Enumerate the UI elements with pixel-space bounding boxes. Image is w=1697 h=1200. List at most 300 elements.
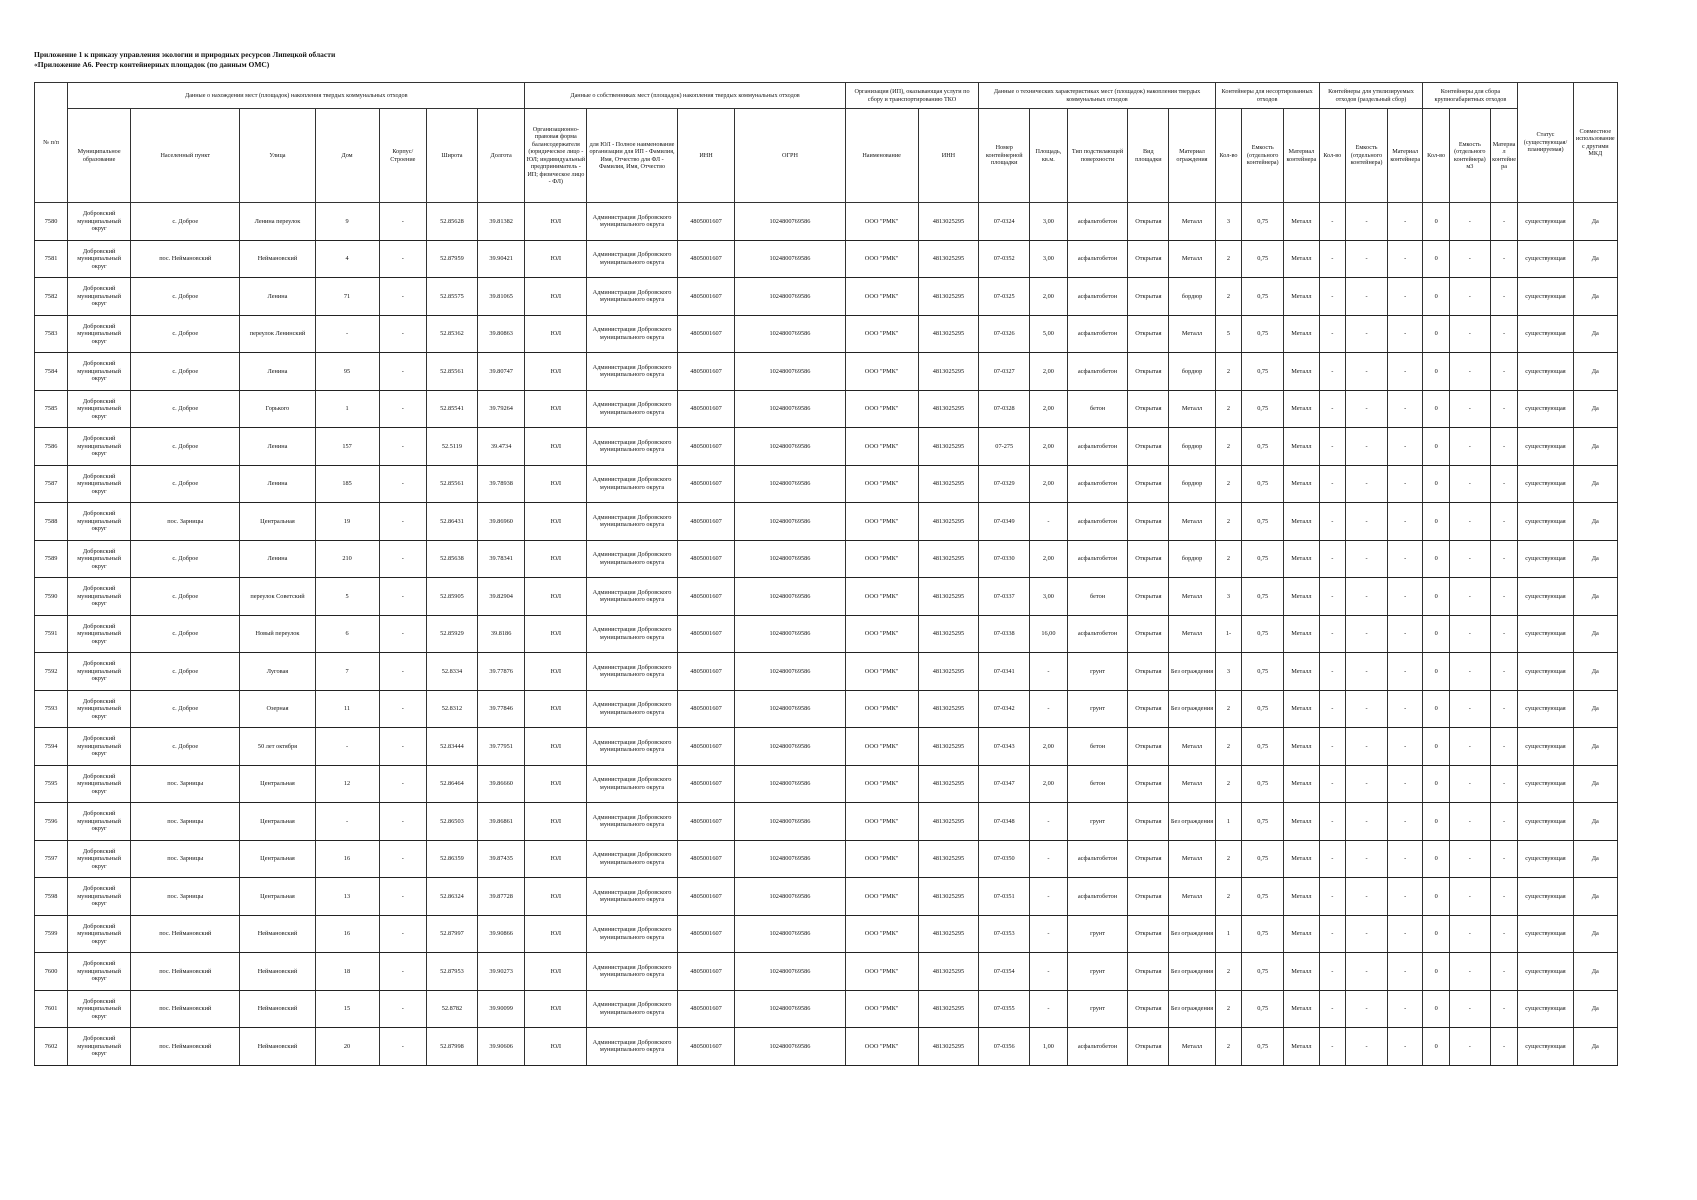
table-cell: Да xyxy=(1573,878,1617,916)
table-cell: с. Доброе xyxy=(131,390,240,428)
table-cell: 4805001607 xyxy=(677,728,734,766)
table-cell: 07-0354 xyxy=(979,953,1030,991)
table-cell: - xyxy=(1030,990,1068,1028)
table-cell: 0 xyxy=(1423,540,1450,578)
table-cell: Металл xyxy=(1284,353,1319,391)
col-header-site-no: Номер контейнерной площадки xyxy=(979,109,1030,203)
table-cell: 4813025295 xyxy=(918,540,979,578)
table-cell: 39.79264 xyxy=(477,390,525,428)
table-cell: 1024800769586 xyxy=(735,615,845,653)
table-cell: 7593 xyxy=(35,690,68,728)
table-cell: 0,75 xyxy=(1242,240,1284,278)
table-cell: - xyxy=(1490,428,1518,466)
table-cell: - xyxy=(1346,428,1388,466)
table-cell: Металл xyxy=(1284,1028,1319,1066)
table-cell: с. Доброе xyxy=(131,615,240,653)
table-cell: - xyxy=(1319,953,1346,991)
table-cell: пос. Зарницы xyxy=(131,803,240,841)
table-cell: Открытая xyxy=(1128,803,1169,841)
table-cell: Добровский муниципальный округ xyxy=(68,203,131,241)
table-cell: 4805001607 xyxy=(677,953,734,991)
table-cell: - xyxy=(379,503,426,541)
table-cell: Металл xyxy=(1284,203,1319,241)
table-cell: Открытая xyxy=(1128,1028,1169,1066)
table-cell: ООО "РМК" xyxy=(845,728,918,766)
table-cell: 07-0352 xyxy=(979,240,1030,278)
table-cell: Добровский муниципальный округ xyxy=(68,840,131,878)
table-cell: ЮЛ xyxy=(525,615,587,653)
table-cell: 52.87997 xyxy=(427,915,478,953)
table-cell: 4813025295 xyxy=(918,353,979,391)
table-cell: Открытая xyxy=(1128,278,1169,316)
table-cell: 4805001607 xyxy=(677,765,734,803)
table-row xyxy=(35,278,1618,316)
table-cell: Металл xyxy=(1284,540,1319,578)
table-cell: асфальтобетон xyxy=(1067,278,1128,316)
table-cell: 0,75 xyxy=(1242,653,1284,691)
table-cell: 4813025295 xyxy=(918,765,979,803)
table-cell: 52.5119 xyxy=(427,428,478,466)
table-cell: - xyxy=(1346,878,1388,916)
table-cell: 1024800769586 xyxy=(735,953,845,991)
table-cell: Администрация Добровского муниципального округа xyxy=(587,803,678,841)
table-cell: - xyxy=(379,765,426,803)
table-cell: 4805001607 xyxy=(677,690,734,728)
table-cell: 0,75 xyxy=(1242,803,1284,841)
table-cell: Металл xyxy=(1284,803,1319,841)
table-cell: асфальтобетон xyxy=(1067,1028,1128,1066)
table-cell: - xyxy=(1449,240,1490,278)
table-cell: 7581 xyxy=(35,240,68,278)
table-cell: 4805001607 xyxy=(677,540,734,578)
table-cell: 39.80747 xyxy=(477,353,525,391)
col-header-sort-vol: Емкость (отдельного контейнера) xyxy=(1242,109,1284,203)
table-cell: ЮЛ xyxy=(525,803,587,841)
table-cell: - xyxy=(1346,690,1388,728)
table-cell: 157 xyxy=(315,428,379,466)
table-cell: 7599 xyxy=(35,915,68,953)
table-cell: 07-0328 xyxy=(979,390,1030,428)
table-cell: 4805001607 xyxy=(677,203,734,241)
table-cell: Администрация Добровского муниципального округа xyxy=(587,653,678,691)
table-cell: 5,00 xyxy=(1030,315,1068,353)
table-cell: 2 xyxy=(1215,465,1242,503)
table-cell: 3,00 xyxy=(1030,578,1068,616)
table-cell: 4813025295 xyxy=(918,878,979,916)
table-row xyxy=(35,578,1618,616)
table-head xyxy=(35,83,1618,203)
table-cell: ЮЛ xyxy=(525,765,587,803)
table-cell: Металл xyxy=(1284,840,1319,878)
table-cell: Без ограждения xyxy=(1169,915,1215,953)
table-cell: Администрация Добровского муниципального округа xyxy=(587,315,678,353)
table-row xyxy=(35,240,1618,278)
table-cell: - xyxy=(1388,840,1423,878)
table-cell: Металл xyxy=(1284,465,1319,503)
table-cell: бетон xyxy=(1067,390,1128,428)
table-cell: - xyxy=(379,653,426,691)
table-cell: существующая xyxy=(1518,878,1573,916)
col-header-locality: Населенный пункт xyxy=(131,109,240,203)
table-cell: существующая xyxy=(1518,953,1573,991)
table-cell: асфальтобетон xyxy=(1067,428,1128,466)
table-cell: 7586 xyxy=(35,428,68,466)
table-cell: - xyxy=(1319,240,1346,278)
table-cell: 52.87953 xyxy=(427,953,478,991)
table-cell: Металл xyxy=(1284,728,1319,766)
table-cell: Металл xyxy=(1169,728,1215,766)
table-cell: Да xyxy=(1573,653,1617,691)
table-cell: Администрация Добровского муниципального округа xyxy=(587,690,678,728)
table-cell: Металл xyxy=(1169,503,1215,541)
table-cell: 39.8186 xyxy=(477,615,525,653)
table-cell: Металл xyxy=(1284,278,1319,316)
table-cell: 07-0348 xyxy=(979,803,1030,841)
table-cell: 0,75 xyxy=(1242,540,1284,578)
table-cell: Металл xyxy=(1284,390,1319,428)
table-cell: Добровский муниципальный округ xyxy=(68,315,131,353)
table-cell: существующая xyxy=(1518,840,1573,878)
table-cell: 1024800769586 xyxy=(735,390,845,428)
table-cell: Добровский муниципальный округ xyxy=(68,915,131,953)
table-cell: 4805001607 xyxy=(677,315,734,353)
table-row xyxy=(35,765,1618,803)
table-cell: Открытая xyxy=(1128,615,1169,653)
table-cell: - xyxy=(1346,203,1388,241)
table-cell: 07-0337 xyxy=(979,578,1030,616)
table-cell: 4805001607 xyxy=(677,503,734,541)
table-cell: - xyxy=(1449,915,1490,953)
table-cell: Луговая xyxy=(240,653,315,691)
table-cell: 16 xyxy=(315,915,379,953)
header-line-2: «Приложение А6. Реестр контейнерных площадок (по данным ОМС) xyxy=(34,60,270,69)
table-cell: 52.85575 xyxy=(427,278,478,316)
table-cell: с. Доброе xyxy=(131,465,240,503)
table-cell: пос. Неймановский xyxy=(131,990,240,1028)
table-cell: Добровский муниципальный округ xyxy=(68,653,131,691)
table-cell: 0 xyxy=(1423,203,1450,241)
table-cell: - xyxy=(1490,878,1518,916)
table-cell: 0 xyxy=(1423,690,1450,728)
table-cell: Администрация Добровского муниципального округа xyxy=(587,278,678,316)
table-cell: 4813025295 xyxy=(918,203,979,241)
table-cell: - xyxy=(1490,990,1518,1028)
table-cell: Открытая xyxy=(1128,953,1169,991)
table-cell: 07-0347 xyxy=(979,765,1030,803)
table-cell: - xyxy=(1319,428,1346,466)
table-cell: - xyxy=(1388,765,1423,803)
table-cell: с. Доброе xyxy=(131,353,240,391)
table-cell: ООО "РМК" xyxy=(845,990,918,1028)
table-cell: - xyxy=(315,728,379,766)
table-cell: - xyxy=(1449,578,1490,616)
table-cell: - xyxy=(1319,840,1346,878)
table-cell: - xyxy=(1449,428,1490,466)
table-row xyxy=(35,1028,1618,1066)
table-cell: - xyxy=(379,728,426,766)
table-cell: - xyxy=(1388,315,1423,353)
table-cell: 2 xyxy=(1215,540,1242,578)
table-cell: ООО "РМК" xyxy=(845,803,918,841)
table-cell: 4805001607 xyxy=(677,990,734,1028)
table-cell: 0 xyxy=(1423,278,1450,316)
table-cell: - xyxy=(379,840,426,878)
table-cell: 0 xyxy=(1423,765,1450,803)
table-cell: - xyxy=(1319,315,1346,353)
table-cell: 4813025295 xyxy=(918,990,979,1028)
table-cell: 0 xyxy=(1423,915,1450,953)
table-cell: - xyxy=(1388,278,1423,316)
table-cell: асфальтобетон xyxy=(1067,203,1128,241)
table-cell: Открытая xyxy=(1128,578,1169,616)
table-cell: - xyxy=(379,615,426,653)
table-cell: Администрация Добровского муниципального округа xyxy=(587,465,678,503)
table-cell: ООО "РМК" xyxy=(845,353,918,391)
table-cell: 0,75 xyxy=(1242,203,1284,241)
table-cell: 7 xyxy=(315,653,379,691)
table-body xyxy=(35,203,1618,1066)
table-cell: 7584 xyxy=(35,353,68,391)
table-cell: 1024800769586 xyxy=(735,353,845,391)
table-cell: 20 xyxy=(315,1028,379,1066)
table-cell: 4813025295 xyxy=(918,803,979,841)
col-header-util-qty: Кол-во xyxy=(1319,109,1346,203)
table-cell: - xyxy=(1319,915,1346,953)
table-cell: ООО "РМК" xyxy=(845,953,918,991)
table-cell: 3,00 xyxy=(1030,203,1068,241)
table-cell: - xyxy=(1346,915,1388,953)
table-cell: 52.8312 xyxy=(427,690,478,728)
table-cell: 1 xyxy=(315,390,379,428)
table-cell: 7590 xyxy=(35,578,68,616)
table-cell: Неймановский xyxy=(240,1028,315,1066)
table-cell: Ленина xyxy=(240,428,315,466)
table-cell: 7592 xyxy=(35,653,68,691)
table-cell: 52.87998 xyxy=(427,1028,478,1066)
table-cell: ЮЛ xyxy=(525,578,587,616)
table-cell: 39.90606 xyxy=(477,1028,525,1066)
table-cell: - xyxy=(1449,540,1490,578)
table-cell: 0 xyxy=(1423,428,1450,466)
table-cell: Ленина xyxy=(240,353,315,391)
table-cell: ООО "РМК" xyxy=(845,653,918,691)
table-cell: 3,00 xyxy=(1030,240,1068,278)
table-cell: Добровский муниципальный округ xyxy=(68,728,131,766)
table-cell: 2 xyxy=(1215,765,1242,803)
table-cell: ООО "РМК" xyxy=(845,840,918,878)
table-cell: ЮЛ xyxy=(525,428,587,466)
table-cell: Металл xyxy=(1284,578,1319,616)
table-cell: 7598 xyxy=(35,878,68,916)
table-cell: Добровский муниципальный округ xyxy=(68,878,131,916)
table-cell: грунт xyxy=(1067,653,1128,691)
table-cell: - xyxy=(379,240,426,278)
table-cell: Центральная xyxy=(240,503,315,541)
table-cell: ЮЛ xyxy=(525,840,587,878)
table-cell: Открытая xyxy=(1128,390,1169,428)
table-cell: Администрация Добровского муниципального округа xyxy=(587,503,678,541)
table-cell: - xyxy=(379,353,426,391)
col-header-util-vol: Емкость (отдельного контейнера) xyxy=(1346,109,1388,203)
table-cell: ЮЛ xyxy=(525,878,587,916)
table-cell: - xyxy=(1388,465,1423,503)
table-cell: - xyxy=(315,315,379,353)
table-cell: ЮЛ xyxy=(525,915,587,953)
table-cell: переулок Ленинский xyxy=(240,315,315,353)
table-cell: 07-0356 xyxy=(979,1028,1030,1066)
table-cell: - xyxy=(1449,765,1490,803)
table-cell: 52.8782 xyxy=(427,990,478,1028)
table-cell: 16,00 xyxy=(1030,615,1068,653)
table-cell: Металл xyxy=(1169,390,1215,428)
table-cell: Без ограждения xyxy=(1169,690,1215,728)
table-cell: Металл xyxy=(1284,765,1319,803)
table-cell: 1024800769586 xyxy=(735,915,845,953)
table-cell: Металл xyxy=(1169,878,1215,916)
table-cell: - xyxy=(1346,840,1388,878)
table-cell: 2 xyxy=(1215,503,1242,541)
col-header-site-type: Вид площадки xyxy=(1128,109,1169,203)
table-cell: Добровский муниципальный округ xyxy=(68,690,131,728)
table-cell: Добровский муниципальный округ xyxy=(68,953,131,991)
table-cell: пос. Зарницы xyxy=(131,840,240,878)
table-row xyxy=(35,990,1618,1028)
table-cell: - xyxy=(1319,278,1346,316)
table-row xyxy=(35,728,1618,766)
table-cell: 4805001607 xyxy=(677,390,734,428)
table-cell: Горького xyxy=(240,390,315,428)
col-header-sort-mat: Материал контейнера xyxy=(1284,109,1319,203)
table-cell: 52.86324 xyxy=(427,878,478,916)
table-cell: 1024800769586 xyxy=(735,203,845,241)
table-cell: - xyxy=(1388,540,1423,578)
table-cell: 1024800769586 xyxy=(735,653,845,691)
table-cell: Металл xyxy=(1169,578,1215,616)
table-cell: существующая xyxy=(1518,428,1573,466)
table-cell: Администрация Добровского муниципального округа xyxy=(587,203,678,241)
table-cell: - xyxy=(1388,503,1423,541)
table-cell: 39.87435 xyxy=(477,840,525,878)
table-cell: Металл xyxy=(1284,878,1319,916)
table-cell: - xyxy=(1449,953,1490,991)
table-cell: ООО "РМК" xyxy=(845,578,918,616)
table-cell: - xyxy=(1490,578,1518,616)
table-cell: бордюр xyxy=(1169,540,1215,578)
table-cell: - xyxy=(1490,615,1518,653)
table-cell: Открытая xyxy=(1128,878,1169,916)
table-cell: Без ограждения xyxy=(1169,803,1215,841)
table-cell: - xyxy=(1030,690,1068,728)
table-cell: с. Доброе xyxy=(131,578,240,616)
table-cell: 3 xyxy=(1215,203,1242,241)
table-row xyxy=(35,428,1618,466)
table-row xyxy=(35,878,1618,916)
table-cell: 0,75 xyxy=(1242,428,1284,466)
table-cell: - xyxy=(1449,1028,1490,1066)
table-cell: 4805001607 xyxy=(677,578,734,616)
table-cell: Металл xyxy=(1284,240,1319,278)
table-cell: Без ограждения xyxy=(1169,953,1215,991)
table-cell: 0,75 xyxy=(1242,278,1284,316)
table-cell: 4805001607 xyxy=(677,803,734,841)
table-cell: - xyxy=(1319,878,1346,916)
table-cell: пос. Неймановский xyxy=(131,240,240,278)
group-header-location: Данные о нахождении мест (площадок) накопления твердых коммунальных отходов xyxy=(68,83,525,109)
table-cell: - xyxy=(1030,803,1068,841)
table-cell: 4805001607 xyxy=(677,653,734,691)
table-cell: Металл xyxy=(1284,990,1319,1028)
table-cell: Озерная xyxy=(240,690,315,728)
table-cell: 39.81065 xyxy=(477,278,525,316)
table-cell: 39.77951 xyxy=(477,728,525,766)
table-cell: Металл xyxy=(1169,203,1215,241)
table-cell: 52.86359 xyxy=(427,840,478,878)
table-cell: - xyxy=(1319,990,1346,1028)
table-cell: 07-0342 xyxy=(979,690,1030,728)
col-header-bulky-vol: Емкость (отдельного контейнера) м3 xyxy=(1449,109,1490,203)
table-cell: - xyxy=(1490,540,1518,578)
table-cell: 7585 xyxy=(35,390,68,428)
table-cell: - xyxy=(1030,953,1068,991)
table-cell: 1024800769586 xyxy=(735,503,845,541)
registry-table xyxy=(34,82,1618,1066)
table-cell: Без ограждения xyxy=(1169,990,1215,1028)
table-cell: асфальтобетон xyxy=(1067,540,1128,578)
table-cell: Да xyxy=(1573,915,1617,953)
col-header-op-inn: ИНН xyxy=(918,109,979,203)
table-cell: ООО "РМК" xyxy=(845,503,918,541)
table-cell: 0,75 xyxy=(1242,953,1284,991)
table-cell: - xyxy=(1490,653,1518,691)
table-cell: Металл xyxy=(1284,615,1319,653)
col-header-org-name: для ЮЛ - Полное наименование организации для ИП - Фамилия, Имя, Отчество для ФЛ - Фамилия, Имя, Отчество xyxy=(587,109,678,203)
table-cell: 2 xyxy=(1215,728,1242,766)
table-cell: ООО "РМК" xyxy=(845,465,918,503)
table-cell: - xyxy=(379,878,426,916)
table-cell: - xyxy=(1319,203,1346,241)
table-cell: 7589 xyxy=(35,540,68,578)
table-cell: 1024800769586 xyxy=(735,765,845,803)
table-cell: Да xyxy=(1573,503,1617,541)
table-cell: бордюр xyxy=(1169,353,1215,391)
table-cell: 2 xyxy=(1215,990,1242,1028)
table-cell: 07-0338 xyxy=(979,615,1030,653)
table-cell: Да xyxy=(1573,465,1617,503)
table-cell: 185 xyxy=(315,465,379,503)
table-cell: - xyxy=(1388,1028,1423,1066)
table-cell: 4813025295 xyxy=(918,503,979,541)
table-cell: Администрация Добровского муниципального округа xyxy=(587,953,678,991)
table-cell: ООО "РМК" xyxy=(845,203,918,241)
table-cell: Администрация Добровского муниципального округа xyxy=(587,915,678,953)
table-cell: 07-0351 xyxy=(979,878,1030,916)
table-cell: 0 xyxy=(1423,878,1450,916)
table-cell: 6 xyxy=(315,615,379,653)
col-header-status: Статус (существующая/ планируемая) xyxy=(1518,83,1573,203)
table-cell: - xyxy=(1388,428,1423,466)
table-cell: - xyxy=(1030,878,1068,916)
table-cell: Металл xyxy=(1284,953,1319,991)
table-cell: 7588 xyxy=(35,503,68,541)
table-cell: Открытая xyxy=(1128,353,1169,391)
table-cell: 0 xyxy=(1423,1028,1450,1066)
table-cell: 2 xyxy=(1215,878,1242,916)
table-cell: Да xyxy=(1573,953,1617,991)
table-cell: с. Доброе xyxy=(131,653,240,691)
table-cell: 2 xyxy=(1215,390,1242,428)
table-cell: - xyxy=(1490,465,1518,503)
table-cell: ООО "РМК" xyxy=(845,765,918,803)
